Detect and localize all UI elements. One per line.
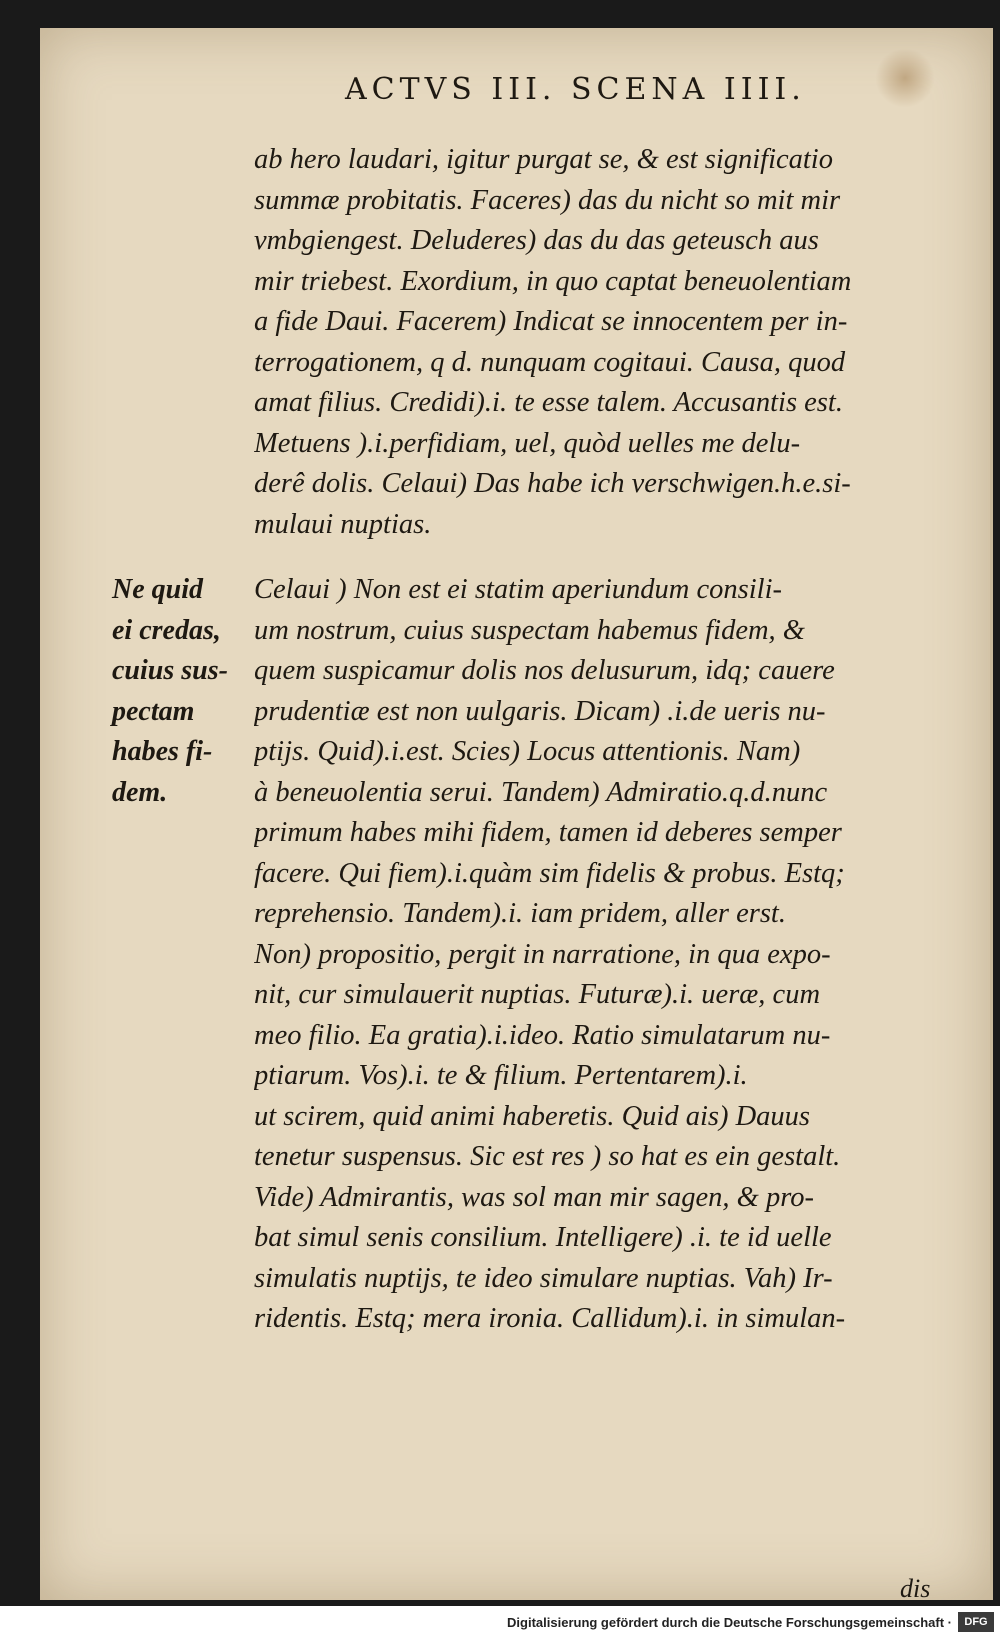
text-line: um nostrum, cuius suspectam habemus fidem, &: [254, 614, 805, 646]
margin-note-line: Ne quid: [112, 574, 203, 605]
margin-note-line: habes fi-: [112, 736, 213, 767]
commentary-block-2: [254, 570, 924, 1340]
commentary-block-1: [254, 140, 924, 545]
text-line: ridentis. Estq; mera ironia. Callidum).i. in simulan-: [254, 1303, 846, 1334]
text-line: prudentiæ est non uulgaris. Dicam) .i.de ueris nu-: [254, 695, 826, 727]
text-line: tenetur suspensus. Sic est res ) so hat es ein gestalt.: [254, 1141, 841, 1172]
text-line: summæ probitatis. Faceres) das du nicht so mit mir: [254, 184, 841, 216]
text-line: mulaui nuptias.: [254, 508, 432, 540]
text-line: Metuens ).i.perfidiam, uel, quòd uelles me delu-: [254, 427, 801, 459]
text-line: ut scirem, quid animi haberetis. Quid ais) Dauus: [254, 1100, 810, 1132]
text-line: amat filius. Credidi).i. te esse talem. Accusantis est.: [254, 387, 843, 418]
text-line: terrogationem, q d. nunquam cogitaui. Causa, quod: [254, 346, 846, 378]
text-line: à beneuolentia serui. Tandem) Admiratio.q.d.nunc: [254, 776, 828, 808]
digitization-footer: [0, 1606, 1000, 1639]
funding-notice: Digitalisierung gefördert durch die Deutsche Forschungsgemeinschaft ·: [507, 1615, 952, 1630]
text-line: bat simul senis consilium. Intelligere) .i. te id uelle: [254, 1222, 832, 1253]
text-line: reprehensio. Tandem).i. iam pridem, aller erst.: [254, 898, 786, 929]
text-line: facere. Qui fiem).i.quàm sim fidelis & probus. Estq;: [254, 857, 845, 889]
text-line: vmbgiengest. Deluderes) das du das geteusch aus: [254, 225, 819, 256]
text-line: nit, cur simulauerit nuptias. Futuræ).i. ueræ, cum: [254, 979, 821, 1010]
text-line: primum habes mihi fidem, tamen id deberes semper: [254, 817, 842, 848]
text-line: Vide) Admirantis, was sol man mir sagen, & pro-: [254, 1181, 814, 1213]
text-line: Celaui ) Non est ei statim aperiundum consili-: [254, 574, 783, 605]
text-line: a fide Daui. Facerem) Indicat se innocentem per in-: [254, 306, 848, 337]
catchword: dis: [900, 1574, 931, 1603]
text-line: quem suspicamur dolis nos delusurum, idq; cauere: [254, 655, 835, 686]
text-line: ptiarum. Vos).i. te & filium. Pertentarem).i.: [254, 1060, 748, 1091]
running-head: ACTVS III. SCENA IIII.: [345, 72, 806, 107]
margin-note-line: dem.: [112, 776, 168, 808]
margin-note: [112, 570, 252, 813]
text-line: simulatis nuptijs, te ideo simulare nuptias. Vah) Ir-: [254, 1262, 833, 1294]
dfg-logo: DFG: [958, 1612, 994, 1632]
text-line: mir triebest. Exordium, in quo captat beneuolentiam: [254, 265, 852, 297]
text-line: ptijs. Quid).i.est. Scies) Locus attentionis. Nam): [254, 736, 801, 767]
text-line: derê dolis. Celaui) Das habe ich verschwigen.h.e.si-: [254, 468, 851, 499]
text-line: Non) propositio, pergit in narratione, in qua expo-: [254, 938, 831, 970]
margin-note-line: cuius sus-: [112, 655, 228, 686]
text-line: meo filio. Ea gratia).i.ideo. Ratio simulatarum nu-: [254, 1019, 831, 1051]
text-line: ab hero laudari, igitur purgat se, & est significatio: [254, 144, 833, 175]
margin-note-line: ei credas,: [112, 614, 221, 646]
margin-note-line: pectam: [112, 695, 195, 727]
